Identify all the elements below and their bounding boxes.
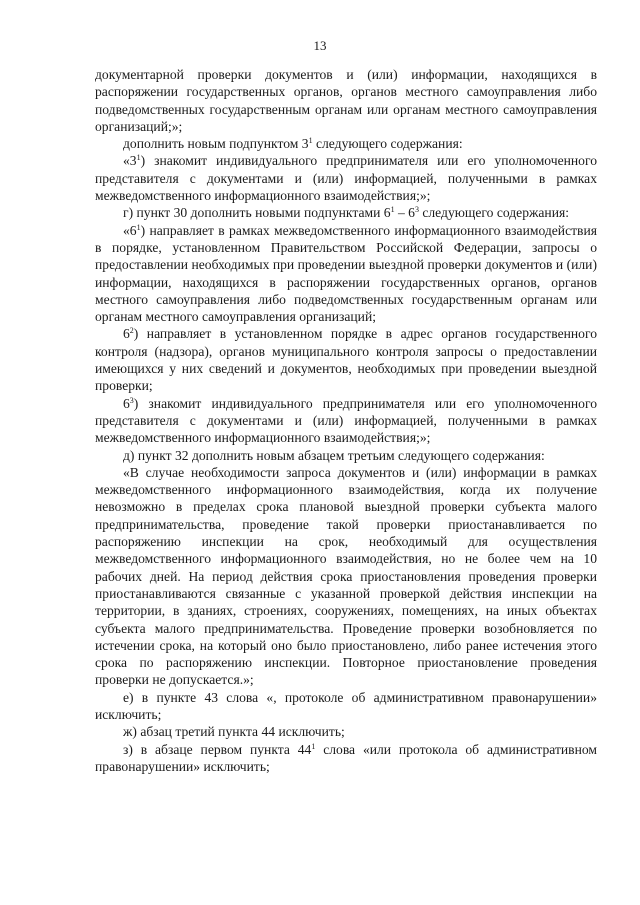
- paragraph: [95, 152, 597, 204]
- text-run: следующего содержания:: [418, 205, 570, 221]
- text-run: 6: [123, 326, 130, 342]
- paragraph: [95, 689, 597, 724]
- paragraph: [95, 66, 597, 135]
- superscript: 1: [311, 741, 316, 751]
- text-run: г) пункт 30 дополнить новыми подпунктами 6: [123, 205, 391, 221]
- paragraph: [95, 447, 597, 464]
- superscript: 1: [136, 153, 141, 163]
- text-run: ) знакомит индивидуального предпринимателя или его уполномоченного представителя с документами и (или) информацией, полученными в рамках межведомственного информационного взаимодействия;»;: [95, 395, 597, 446]
- page-number: 13: [313, 38, 327, 53]
- superscript: 3: [129, 395, 134, 405]
- paragraph: [95, 464, 597, 689]
- text-run: з) в абзаце первом пункта 44: [123, 741, 312, 757]
- text-run: д) пункт 32 дополнить новым абзацем третьим следующего содержания:: [123, 447, 545, 463]
- paragraph: [95, 222, 597, 326]
- text-run: е) в пункте 43 слова «, протоколе об административном правонарушении» исключить;: [95, 689, 597, 722]
- text-run: слова «или протокола об административном правонарушении» исключить;: [95, 741, 597, 774]
- paragraph: [95, 204, 597, 221]
- text-run: «3: [123, 153, 137, 169]
- document-body: [95, 66, 597, 775]
- superscript: 1: [390, 205, 395, 215]
- superscript: 1: [136, 222, 141, 232]
- text-run: ) направляет в установленном порядке в адрес органов государственного контроля (надзора), органов муниципального контроля запросы о предоставлении имеющихся у них сведений и документов, необходимых при проведении выездной проверки;: [95, 326, 597, 394]
- superscript: 1: [308, 136, 313, 146]
- text-run: ж) абзац третий пункта 44 исключить;: [123, 724, 345, 740]
- superscript: 3: [414, 205, 419, 215]
- text-run: – 6: [394, 205, 415, 221]
- text-run: ) направляет в рамках межведомственного информационного взаимодействия в порядке, установленном Правительством Российской Федерации, запросы о предоставлении необходимых при проведении выездной проверки документов и (или) информации, находящихся в распоряжении государственных органов, органов местного самоуправления либо подведомственных государственным органам или органам местного самоуправления организаций;: [95, 222, 597, 325]
- text-run: дополнить новым подпунктом 3: [123, 136, 309, 152]
- superscript: 2: [129, 326, 134, 336]
- text-run: «6: [123, 222, 137, 238]
- text-run: «В случае необходимости запроса документов и (или) информации в рамках межведомственного информационного взаимодействия, когда их получение невозможно в пределах срока плановой выездной проверки субъекта малого предпринимательства, проведение такой проверки приостанавливается по распоряжению инспекции на срок, необходимый для осуществления межведомственного информационного взаимодействия, но не более чем на 10 рабочих дней. На период действия срока приостановления проведения проверки приостанавливаются связанные с указанной проверкой действия инспекции на территории, в зданиях, строениях, сооружениях, помещениях, на иных объектах субъекта малого предпринимательства. Проведение проверки возобновляется по истечении срока, на который оно было приостановлено, либо ранее истечения этого срока по распоряжению инспекции. Повторное приостановление проведения проверки не допускается.»;: [95, 464, 597, 688]
- paragraph: [95, 325, 597, 394]
- text-run: ) знакомит индивидуального предпринимателя или его уполномоченного представителя с документами и (или) информацией, полученными в рамках межведомственного информационного взаимодействия;»;: [95, 153, 597, 204]
- text-run: следующего содержания:: [312, 136, 463, 152]
- text-run: 6: [123, 395, 130, 411]
- paragraph: [95, 723, 597, 740]
- paragraph: [95, 395, 597, 447]
- paragraph: [95, 135, 597, 152]
- paragraph: [95, 741, 597, 776]
- text-run: документарной проверки документов и (или) информации, находящихся в распоряжении государственных органов, органов местного самоуправления либо подведомственных государственным органам или органам местного самоуправления организаций;»;: [95, 67, 597, 134]
